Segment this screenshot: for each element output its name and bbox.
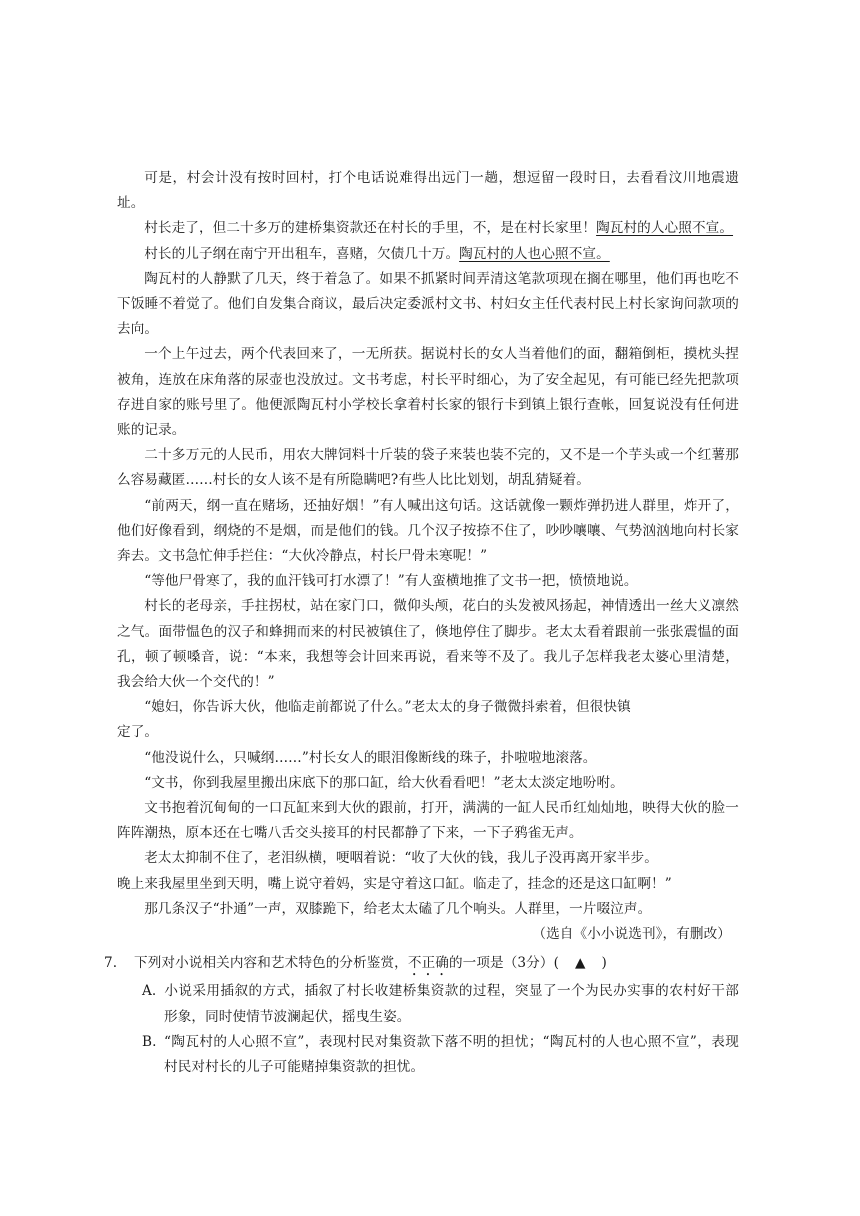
- paragraph-6: 二十多万元的人民币，用农大牌饲料十斤装的袋子来装也装不完的，又不是一个芋头或一个红薯那么容易藏匿……村长的女人该不是有所隐瞒吧?有些人比比划划，胡乱猜疑着。: [117, 447, 739, 489]
- paragraph-14-line-2: 晚上来我屋里坐到天明，嘴上说守着妈，实是守着这口缸。临走了，挂念的还是这口缸啊！”: [117, 875, 672, 892]
- paragraph-12: “文书，你到我屋里搬出床底下的那口缸，给大伙看看吧！”老太太淡定地吩咐。: [144, 774, 624, 791]
- paragraph-10-line-1: “媳妇，你告诉大伙，他临走前都说了什么。”老太太的身子微微抖索着，但很快镇: [144, 699, 631, 716]
- question-stem: [134, 951, 739, 979]
- paragraph-14-line-1: 老太太抑制不住了，老泪纵横，哽咽着说：“收了大伙的钱，我儿子没再离开家半步。: [144, 850, 658, 867]
- option-a-letter: A.: [142, 983, 157, 1000]
- paragraph-2-text: 村长走了，但二十多万的建桥集资款还在村长的手里，不，是在村长家里！: [144, 220, 597, 237]
- answer-triangle-icon: ▲: [574, 955, 586, 972]
- paragraph-1: 可是，村会计没有按时回村，打个电话说难得出远门一趟，想逗留一段时日，去看看汶川地震遗址。: [117, 170, 739, 212]
- paragraph-9: 村长的老母亲，手拄拐杖，站在家门口，微仰头颅，花白的头发被风扬起，神情透出一丝大义凛然之气。面带愠色的汉子和蜂拥而来的村民被镇住了，倏地停住了脚步。老太太看着跟前一张张震愠的面孔，顿了顿嗓音，说：“本来，我想等会计回来再说，看来等不及了。我儿子怎样我老太婆心里清楚，我会给大伙一个交代的！”: [117, 598, 739, 691]
- question-7: [104, 951, 739, 979]
- option-b-letter: B.: [142, 1033, 157, 1050]
- question-number: 7.: [104, 955, 118, 972]
- underlined-sentence-2: 陶瓦村的人也心照不宣。: [459, 245, 610, 262]
- option-a: [142, 979, 739, 1029]
- paragraph-8: “等他尸骨寒了，我的血汗钱可打水漂了！”有人蛮横地推了文书一把，愤愤地说。: [144, 573, 638, 590]
- paragraph-13: 文书抱着沉甸甸的一口瓦缸来到大伙的跟前，打开，满满的一缸人民币红灿灿地，映得大伙的脸一阵阵潮热，原本还在七嘴八舌交头接耳的村民都静了下来，一下子鸦雀无声。: [117, 800, 739, 842]
- underlined-sentence-1: 陶瓦村的人心照不宣。: [596, 220, 734, 237]
- question-stem-text: 下列对小说相关内容和艺术特色的分析鉴赏，: [134, 955, 408, 972]
- emphasized-not-correct: 不正确: [407, 955, 449, 972]
- paragraph-7: “前两天，纲一直在赌场，还抽好烟！”有人喊出这句话。这话就像一颗炸弹扔进人群里，炸开了，他们好像看到，纲烧的不是烟，而是他们的钱。几个汉子按捺不住了，吵吵嚷嚷、气势汹汹地向村长家奔去。文书急忙伸手拦住：“大伙冷静点，村长尸骨未寒呢！”: [117, 497, 739, 565]
- source-citation: （选自《小小说选刊》，有删改）: [532, 926, 731, 943]
- question-stem-score: 的一项是（3分）(: [448, 955, 559, 972]
- paragraph-2: [117, 216, 739, 241]
- paragraph-11: “他没说什么，只喊纲……”村长女人的眼泪像断线的珠子，扑啦啦地滚落。: [144, 749, 597, 766]
- paragraph-3-text: 村长的儿子纲在南宁开出租车，喜赌，欠债几十万。: [144, 245, 460, 262]
- option-b: [142, 1030, 739, 1080]
- paragraph-5: 一个上午过去，两个代表回来了，一无所获。据说村长的女人当着他们的面，翻箱倒柜，摸枕头捏被角，连放在床角落的尿壶也没放过。文书考虑，村长平时细心，为了安全起见，有可能已经先把款项存进自家的账号里了。他便派陶瓦村小学校长拿着村长家的银行卡到镇上银行查帐，回复说没有任何进账的记录。: [117, 346, 739, 439]
- paragraph-10-line-2: 定了。: [117, 724, 159, 741]
- paragraph-4: 陶瓦村的人静默了几天，终于着急了。如果不抓紧时间弄清这笔款项现在搁在哪里，他们再也吃不下饭睡不着觉了。他们自发集合商议，最后决定委派村文书、村妇女主任代表村民上村长家询问款项的去向。: [117, 270, 739, 338]
- exam-page: [104, 166, 739, 1080]
- paragraph-3: [117, 242, 739, 267]
- question-stem-close: ): [601, 955, 607, 972]
- paragraph-15: 那几条汉子“扑通”一声，双膝跪下，给老太太磕了几个响头。人群里，一片啜泣声。: [144, 900, 652, 917]
- option-b-text: “陶瓦村的人心照不宣”，表现村民对集资款下落不明的担忧；“陶瓦村的人也心照不宣”，表现村民对村长的儿子可能赌掉集资款的担忧。: [164, 1033, 739, 1075]
- option-a-text: 小说采用插叙的方式，插叙了村长收建桥集资款的过程，突显了一个为民办实事的农村好干部形象，同时使情节波澜起伏，摇曳生姿。: [164, 983, 739, 1025]
